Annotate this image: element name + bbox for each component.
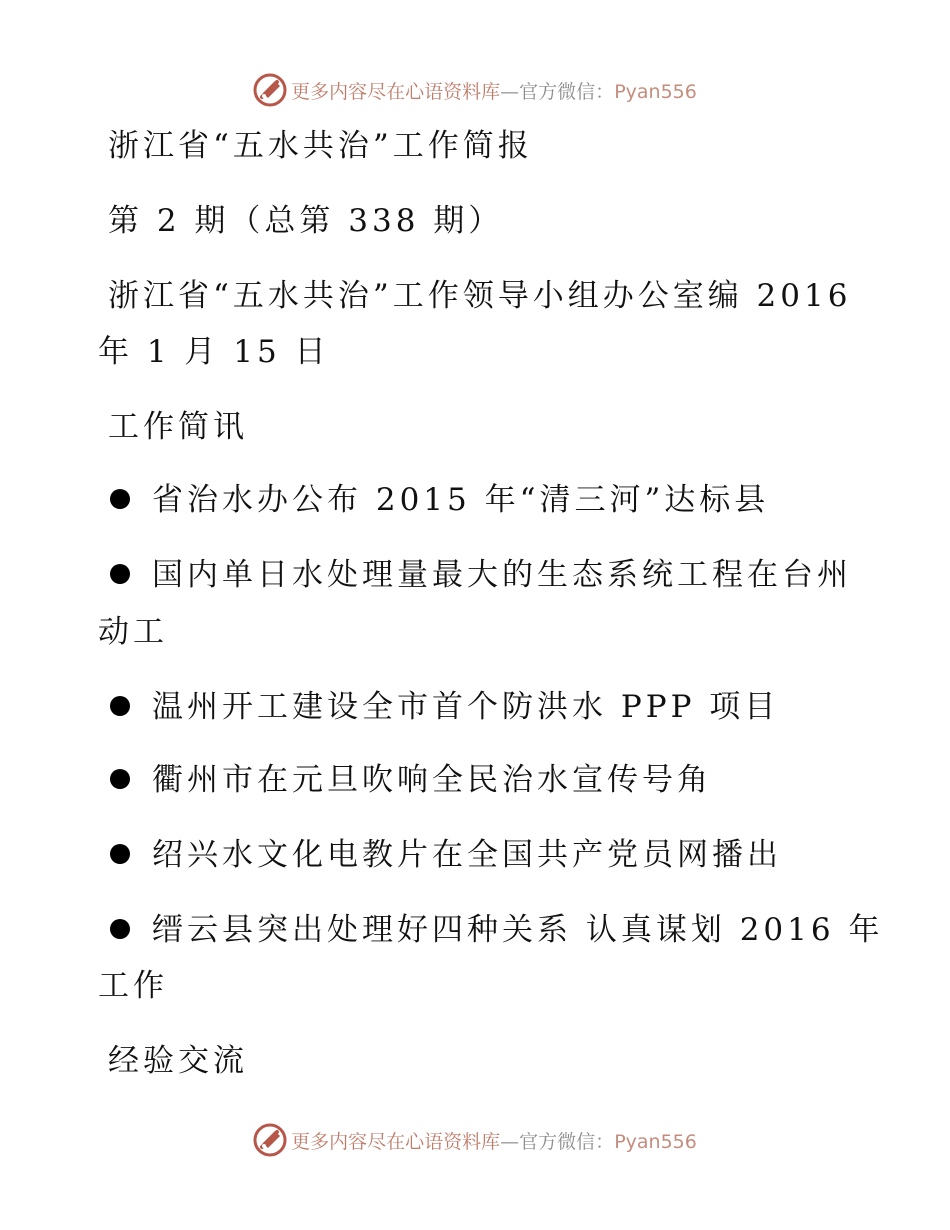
document-title: 浙江省“五水共治”工作简报: [108, 128, 533, 164]
watermark-text: [291, 77, 697, 104]
editor-line-1: 浙江省“五水共治”工作领导小组办公室编 2016: [108, 278, 852, 314]
news-item-4-text: 衢州市在元旦吹响全民治水宣传号角: [152, 762, 712, 798]
news-item-5: [110, 835, 782, 875]
news-item-3-text: 温州开工建设全市首个防洪水 PPP 项目: [152, 689, 780, 725]
bullet-icon: [110, 769, 130, 789]
bullet-icon: [110, 919, 130, 939]
news-item-2: [110, 555, 852, 595]
watermark-sub: 官方微信：: [519, 1130, 615, 1153]
news-item-6-text: 缙云县突出处理好四种关系 认真谋划 2016 年: [152, 912, 884, 948]
watermark-header: [0, 70, 950, 110]
news-item-1: [110, 480, 769, 520]
watermark-sub: 官方微信：: [519, 80, 615, 103]
watermark-logo-icon: [253, 1123, 287, 1157]
watermark-logo-icon: [253, 73, 287, 107]
editor-line-2: 年 1 月 15 日: [98, 334, 330, 370]
news-item-4: [110, 760, 712, 800]
news-item-6-continuation: 工作: [98, 968, 168, 1004]
issue-number: 第 2 期（总第 338 期）: [108, 203, 504, 239]
watermark-text: [291, 1127, 697, 1154]
watermark-main: 更多内容尽在心语资料库: [291, 1130, 501, 1153]
news-item-5-text: 绍兴水文化电教片在全国共产党员网播出: [152, 837, 782, 873]
bullet-icon: [110, 844, 130, 864]
bullet-icon: [110, 564, 130, 584]
news-item-2-continuation: 动工: [98, 614, 168, 650]
section-heading-experience: 经验交流: [108, 1043, 248, 1079]
news-item-1-text: 省治水办公布 2015 年“清三河”达标县: [152, 482, 770, 518]
news-item-3: [110, 687, 779, 727]
watermark-id: Pyan556: [614, 1130, 697, 1153]
section-heading-news: 工作简讯: [108, 409, 248, 445]
watermark-footer: [0, 1120, 950, 1160]
news-item-6: [110, 910, 883, 950]
watermark-dash: —: [500, 80, 520, 103]
bullet-icon: [110, 696, 130, 716]
bullet-icon: [110, 489, 130, 509]
watermark-id: Pyan556: [614, 80, 697, 103]
watermark-main: 更多内容尽在心语资料库: [291, 80, 501, 103]
watermark-dash: —: [500, 1130, 520, 1153]
news-item-2-text: 国内单日水处理量最大的生态系统工程在台州: [152, 557, 852, 593]
